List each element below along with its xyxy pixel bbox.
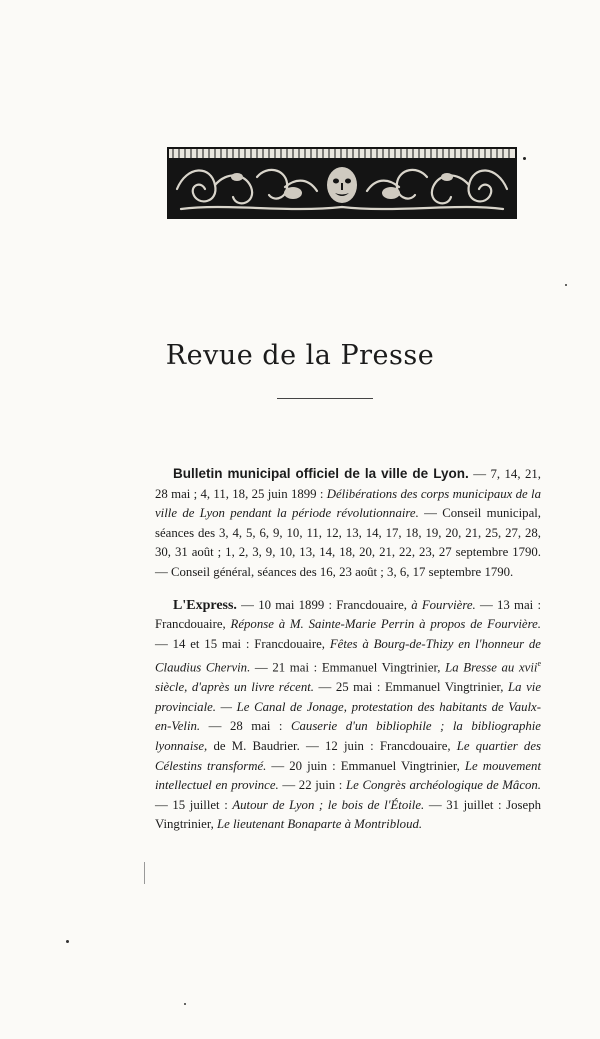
article-text: — 14 et 15 mai : Francdouaire, (155, 636, 330, 651)
article-text: — 21 mai : Emmanuel Vingtrinier, (250, 660, 446, 675)
article-source: L'Express. (173, 597, 237, 613)
ink-speck (523, 157, 526, 160)
article-title: Le quartier des Célestins transformé. (155, 738, 541, 773)
ink-speck (66, 940, 69, 943)
ink-speck (184, 1003, 186, 1005)
article-title: Le lieutenant Bonaparte à Montribloud. (216, 817, 423, 832)
article-title: siècle, d'après un livre récent. (155, 680, 314, 695)
title-divider (277, 398, 373, 399)
article-text: — 20 juin : Emmanuel Vingtrinier, (266, 758, 465, 773)
article-title: Causerie d'un bibliophile ; la bibliographie lyonnaise, (155, 719, 541, 753)
article-text: de M. Baudrier. — 12 juin : Francdouaire, (207, 738, 457, 753)
article-text: — 28 mai : (200, 719, 291, 734)
article-title: Réponse à M. Sainte-Marie Perrin à propos de Fourvière. (230, 617, 541, 632)
article-text: — 13 mai : Francdouaire, (155, 597, 541, 632)
article-title: La vie provinciale. — Le Canal de Jonage, protestation des habitants de Vaulx-en-Velin. (155, 680, 541, 734)
article-title: Le Congrès archéologique de Mâcon. (346, 778, 541, 793)
ink-speck (565, 284, 567, 286)
article-entry (155, 464, 541, 583)
article-entry (155, 596, 541, 835)
article-text: — 22 juin : (278, 778, 346, 793)
article-text: — Conseil municipal, séances des 3, 4, 5, 6, 9, 10, 11, 12, 13, 14, 17, 18, 19, 20, 21, 25, 27, 28, 30, 31 août ; 1, 2, 3, 9, 10, 13, 14, 18, 20, 21, 22, 23, 27 septembre 1790. — Conseil général, séances des 16, 23 août ; 3, 6, 17 septembre 1790. (155, 506, 542, 579)
article-text: — 10 mai 1899 : Francdouaire, (236, 597, 412, 612)
ink-speck (144, 862, 145, 884)
article-title: Fêtes à Bourg-de-Thizy en l'honneur de Claudius Chervin. (155, 636, 541, 675)
article-text: — 7, 14, 21, 28 mai ; 4, 11, 18, 25 juin 1899 : (155, 467, 541, 501)
article-text: — 31 juillet : Joseph Vingtrinier, (155, 797, 541, 832)
article-title: La Bresse au xvii (445, 660, 538, 675)
article-title: Le mouvement intellectuel en province. (155, 758, 541, 793)
article-title: Délibérations des corps municipaux de la ville de Lyon pendant la période révolutionnaire. (155, 486, 541, 521)
article-list (155, 464, 541, 848)
article-title: Autour de Lyon ; le bois de l'Étoile. (232, 797, 425, 812)
ornamental-headpiece-icon (167, 147, 517, 219)
article-title: à Fourvière. (411, 597, 476, 612)
page-title: Revue de la Presse (165, 340, 435, 371)
article-source: Bulletin municipal officiel de la ville de Lyon. (173, 466, 469, 481)
article-text: — 25 mai : Emmanuel Vingtrinier, (313, 680, 509, 695)
superscript: e (537, 659, 541, 669)
article-text: — 15 juillet : (155, 797, 233, 812)
